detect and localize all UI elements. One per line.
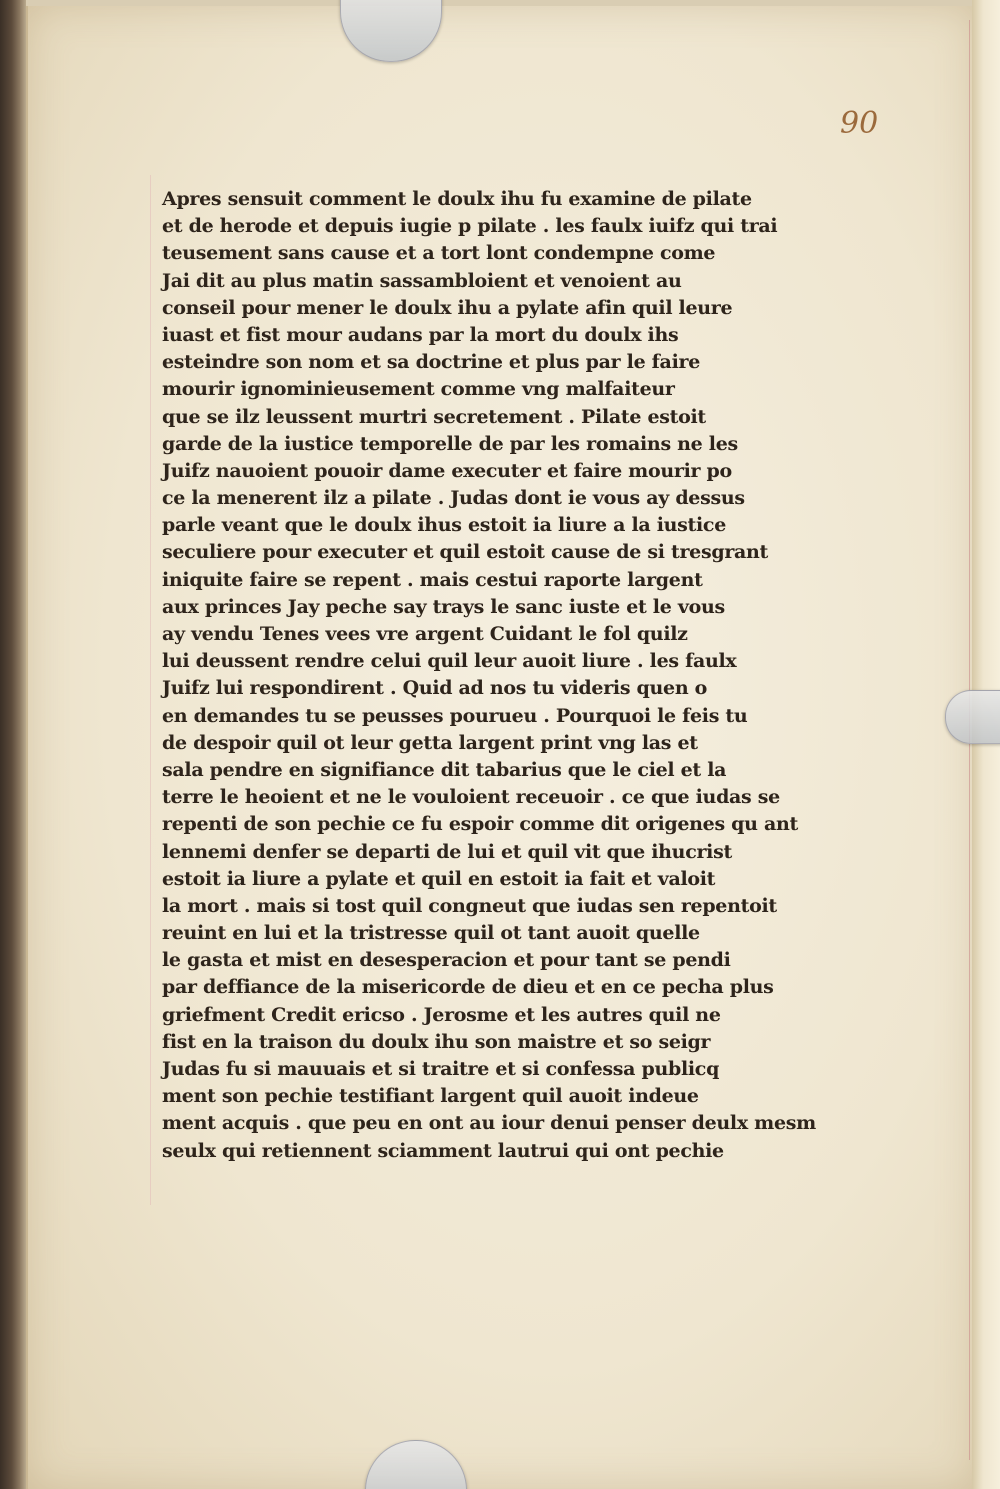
text-line: la mort . mais si tost quil congneut que iudas sen repentoit (162, 894, 777, 917)
text-line: aux princes Jay peche say trays le sanc iuste et le vous (162, 595, 725, 618)
text-line: ment son pechie testifiant largent quil auoit indeue (162, 1085, 699, 1108)
text-line: Juifz lui respondirent . Quid ad nos tu videris quen o (162, 677, 708, 700)
text-line: et de herode et depuis iugie p pilate . les faulx iuifz qui trai (162, 215, 778, 238)
text-line: terre le heoient et ne le vouloient receuoir . ce que iudas se (162, 786, 780, 809)
text-line: ment acquis . que peu en ont au iour denui penser deulx mesm (162, 1112, 816, 1135)
text-line: mourir ignominieusement comme vng malfaiteur (162, 378, 675, 401)
text-line: de despoir quil ot leur getta largent print vng las et (162, 731, 698, 754)
text-line: sala pendre en signifiance dit tabarius que le ciel et la (162, 758, 727, 781)
text-line: reuint en lui et la tristresse quil ot tant auoit quelle (162, 922, 700, 945)
text-line: seculiere pour executer et quil estoit cause de si tresgrant (162, 541, 769, 564)
text-line: Apres sensuit comment le doulx ihu fu examine de pilate (162, 188, 752, 210)
text-line: repenti de son pechie ce fu espoir comme dit origenes qu ant (162, 813, 798, 836)
margin-ruling-left (150, 175, 151, 1205)
text-line: Juifz nauoient pouoir dame executer et faire mourir po (162, 459, 732, 482)
page-clip-right (945, 690, 1000, 744)
text-line: que se ilz leussent murtri secretement . Pilate estoit (162, 405, 706, 428)
text-line: Judas fu si mauuais et si traitre et si confessa publicq (162, 1058, 720, 1080)
text-line: parle veant que le doulx ihus estoit ia liure a la iustice (162, 514, 726, 537)
text-line: par deffiance de la misericorde de dieu et en ce pecha plus (162, 976, 774, 999)
text-line: esteindre son nom et sa doctrine et plus par le faire (162, 351, 700, 374)
text-line: griefment Credit ericso . Jerosme et les autres quil ne (162, 1003, 721, 1026)
text-line: iuast et fist mour audans par la mort du doulx ihs (162, 323, 679, 346)
text-line: le gasta et mist en desesperacion et pour tant se pendi (162, 949, 731, 972)
book-binding (0, 0, 26, 1489)
manuscript-text-block (162, 186, 822, 1165)
text-line: garde de la iustice temporelle de par les romains ne les (162, 432, 738, 455)
text-line: estoit ia liure a pylate et quil en estoit ia fait et valoit (162, 867, 716, 890)
text-line: fist en la traison du doulx ihu son maistre et so seigr (162, 1030, 711, 1053)
text-line: lui deussent rendre celui quil leur auoit liure . les faulx (162, 650, 737, 673)
text-line: lennemi denfer se departi de lui et quil vit que ihucrist (162, 840, 732, 863)
text-line: en demandes tu se peusses pourueu . Pourquoi le feis tu (162, 704, 748, 727)
text-line: iniquite faire se repent . mais cestui raporte largent (162, 568, 703, 591)
text-line: conseil pour mener le doulx ihu a pylate afin quil leure (162, 296, 733, 319)
text-line: seulx qui retiennent sciamment lautrui qui ont pechie (162, 1139, 724, 1162)
text-line: Jai dit au plus matin sassambloient et venoient au (162, 269, 682, 292)
text-line: teusement sans cause et a tort lont condempne come (162, 242, 716, 265)
folio-number: 90 (840, 106, 879, 141)
text-line: ce la menerent ilz a pilate . Judas dont ie vous ay dessus (162, 487, 745, 510)
page-edge (972, 0, 1000, 1489)
text-line: ay vendu Tenes vees vre argent Cuidant le fol quilz (162, 623, 688, 645)
